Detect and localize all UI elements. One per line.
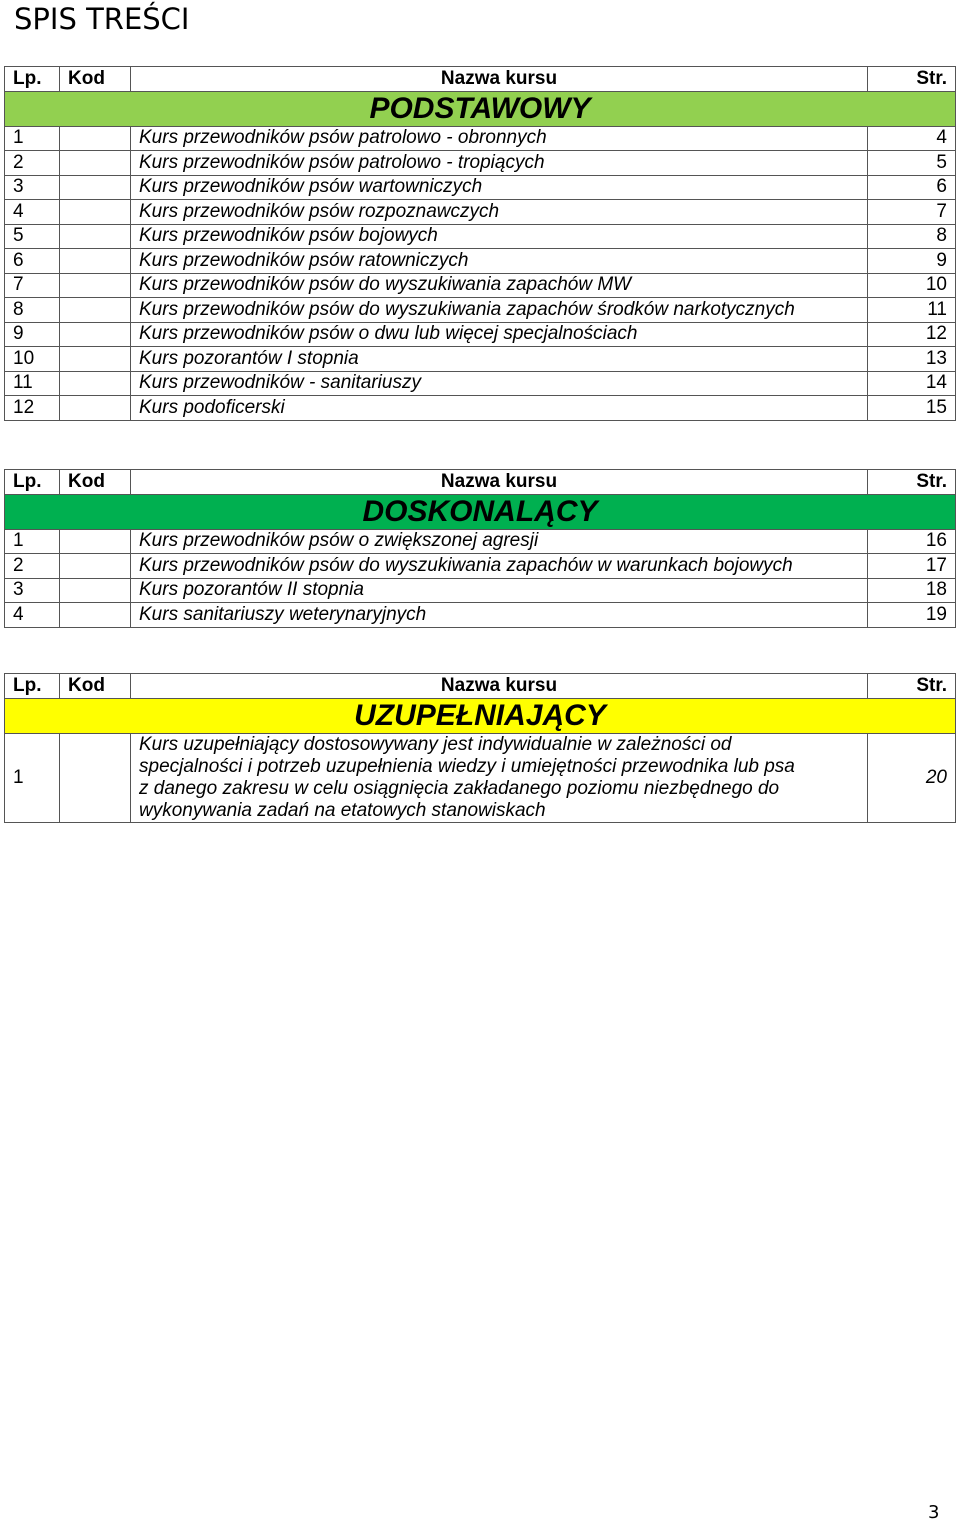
table-row: [5, 151, 956, 176]
row-lp: 12: [5, 396, 60, 421]
row-name: Kurs przewodników psów do wyszukiwania zapachów w warunkach bojowych: [131, 554, 868, 579]
row-name: Kurs przewodników psów rozpoznawczych: [131, 200, 868, 225]
table-row: [5, 603, 956, 628]
header-name: Nazwa kursu: [131, 470, 868, 495]
table-row: [5, 554, 956, 579]
header-kod: Kod: [60, 470, 131, 495]
row-kod: [60, 249, 131, 274]
table-row: [5, 347, 956, 372]
table-row: [5, 175, 956, 200]
row-lp: 3: [5, 578, 60, 603]
table-row: [5, 126, 956, 151]
row-str: 12: [868, 322, 956, 347]
row-kod: [60, 396, 131, 421]
row-kod: [60, 733, 131, 822]
row-str: 18: [868, 578, 956, 603]
row-name: Kurs przewodników psów o dwu lub więcej specjalnościach: [131, 322, 868, 347]
table-row: [5, 249, 956, 274]
row-kod: [60, 151, 131, 176]
section-row-doskonalacy: [5, 494, 956, 529]
row-lp: 4: [5, 200, 60, 225]
row-kod: [60, 126, 131, 151]
row-kod: [60, 371, 131, 396]
row-lp: 1: [5, 529, 60, 554]
row-name: Kurs przewodników psów patrolowo - tropiących: [131, 151, 868, 176]
table-row: [5, 529, 956, 554]
header-kod: Kod: [60, 674, 131, 699]
row-kod: [60, 347, 131, 372]
header-str: Str.: [868, 470, 956, 495]
row-str: 9: [868, 249, 956, 274]
row-lp: 4: [5, 603, 60, 628]
row-name: Kurs przewodników psów do wyszukiwania zapachów środków narkotycznych: [131, 298, 868, 323]
row-kod: [60, 200, 131, 225]
section-title-podstawowy: PODSTAWOWY: [5, 91, 956, 126]
row-name: Kurs przewodników psów o zwiększonej agresji: [131, 529, 868, 554]
row-lp: 5: [5, 224, 60, 249]
section-row-uzupelniajacy: [5, 698, 956, 733]
row-str: 17: [868, 554, 956, 579]
row-name-line: wykonywania zadań na etatowych stanowiskach: [139, 799, 546, 821]
table-row: [5, 322, 956, 347]
toc-table-podstawowy: [4, 66, 956, 421]
row-kod: [60, 529, 131, 554]
row-name: [131, 733, 868, 822]
toc-table-doskonalacy: [4, 469, 956, 628]
header-lp: Lp.: [5, 67, 60, 92]
row-str: 15: [868, 396, 956, 421]
row-kod: [60, 298, 131, 323]
row-lp: 10: [5, 347, 60, 372]
section-title-uzupelniajacy: UZUPEŁNIAJĄCY: [5, 698, 956, 733]
row-str: 16: [868, 529, 956, 554]
row-name: Kurs pozorantów I stopnia: [131, 347, 868, 372]
row-lp: 3: [5, 175, 60, 200]
table-row: [5, 578, 956, 603]
table-row: [5, 396, 956, 421]
row-kod: [60, 224, 131, 249]
table-row: [5, 273, 956, 298]
row-name: Kurs przewodników psów patrolowo - obronnych: [131, 126, 868, 151]
row-str: 13: [868, 347, 956, 372]
row-lp: 1: [5, 733, 60, 822]
row-lp: 2: [5, 554, 60, 579]
row-name: Kurs przewodników - sanitariuszy: [131, 371, 868, 396]
table-row: [5, 298, 956, 323]
header-lp: Lp.: [5, 674, 60, 699]
table-row: [5, 224, 956, 249]
row-lp: 9: [5, 322, 60, 347]
section-title-doskonalacy: DOSKONALĄCY: [5, 494, 956, 529]
row-kod: [60, 273, 131, 298]
row-str: 4: [868, 126, 956, 151]
row-name: Kurs przewodników psów bojowych: [131, 224, 868, 249]
row-kod: [60, 322, 131, 347]
row-str: 14: [868, 371, 956, 396]
row-str: 7: [868, 200, 956, 225]
table-header-row: [5, 67, 956, 92]
row-kod: [60, 175, 131, 200]
row-kod: [60, 603, 131, 628]
table-row: [5, 371, 956, 396]
row-str: 20: [868, 733, 956, 822]
row-kod: [60, 578, 131, 603]
row-str: 5: [868, 151, 956, 176]
page-title: SPIS TREŚCI: [14, 2, 190, 36]
header-name: Nazwa kursu: [131, 67, 868, 92]
row-lp: 2: [5, 151, 60, 176]
row-lp: 7: [5, 273, 60, 298]
row-name: Kurs przewodników psów ratowniczych: [131, 249, 868, 274]
header-str: Str.: [868, 674, 956, 699]
table-row: [5, 733, 956, 822]
section-row-podstawowy: [5, 91, 956, 126]
row-str: 8: [868, 224, 956, 249]
row-name: Kurs podoficerski: [131, 396, 868, 421]
row-str: 10: [868, 273, 956, 298]
row-lp: 11: [5, 371, 60, 396]
header-lp: Lp.: [5, 470, 60, 495]
header-str: Str.: [868, 67, 956, 92]
page-number: 3: [928, 1502, 940, 1523]
row-str: 6: [868, 175, 956, 200]
row-name-line: z danego zakresu w celu osiągnięcia zakładanego poziomu niezbędnego do: [139, 777, 780, 799]
table-row: [5, 200, 956, 225]
row-lp: 6: [5, 249, 60, 274]
header-name: Nazwa kursu: [131, 674, 868, 699]
row-lp: 1: [5, 126, 60, 151]
row-str: 11: [868, 298, 956, 323]
toc-table-uzupelniajacy: [4, 673, 956, 823]
row-kod: [60, 554, 131, 579]
table-header-row: [5, 470, 956, 495]
row-lp: 8: [5, 298, 60, 323]
table-header-row: [5, 674, 956, 699]
row-name: Kurs sanitariuszy weterynaryjnych: [131, 603, 868, 628]
row-name: Kurs przewodników psów wartowniczych: [131, 175, 868, 200]
row-name-line: Kurs uzupełniający dostosowywany jest indywidualnie w zależności od: [139, 733, 732, 755]
row-name-line: specjalności i potrzeb uzupełnienia wiedzy i umiejętności przewodnika lub psa: [139, 755, 795, 777]
header-kod: Kod: [60, 67, 131, 92]
row-name: Kurs przewodników psów do wyszukiwania zapachów MW: [131, 273, 868, 298]
row-name: Kurs pozorantów II stopnia: [131, 578, 868, 603]
row-str: 19: [868, 603, 956, 628]
